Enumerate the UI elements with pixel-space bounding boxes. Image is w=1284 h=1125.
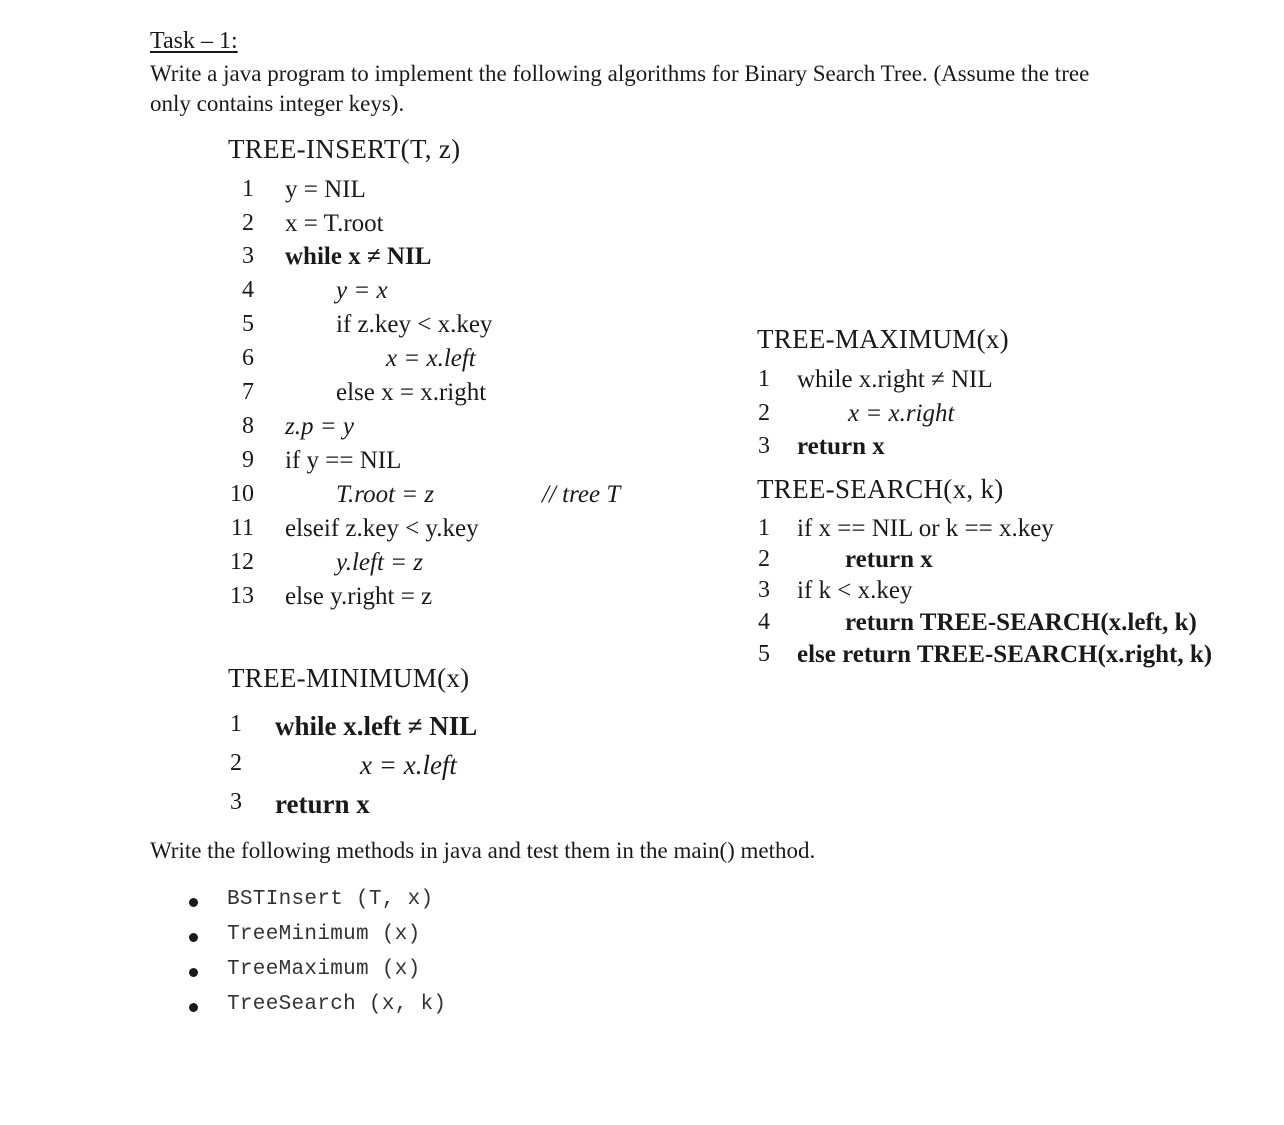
line-number: 4 bbox=[242, 277, 254, 303]
line-number: 1 bbox=[758, 366, 770, 392]
line-number: 7 bbox=[242, 379, 254, 405]
code-line: x = x.right bbox=[848, 400, 955, 427]
code-line: z.p = y bbox=[285, 413, 354, 440]
bullet-icon bbox=[189, 968, 198, 977]
code-line: return TREE-SEARCH(x.left, k) bbox=[845, 609, 1197, 636]
method-name: TreeMinimum (x) bbox=[227, 923, 421, 946]
code-line: if y == NIL bbox=[285, 447, 402, 474]
code-line: x = x.left bbox=[360, 750, 457, 780]
task-heading: Task – 1: bbox=[150, 28, 238, 54]
tree-comment: // tree T bbox=[542, 481, 621, 508]
code-line: while x ≠ NIL bbox=[285, 243, 432, 270]
code-line: while x.right ≠ NIL bbox=[797, 366, 993, 393]
code-line: elseif z.key < y.key bbox=[285, 515, 479, 542]
method-name: TreeMaximum (x) bbox=[227, 958, 421, 981]
code-line: x = T.root bbox=[285, 210, 384, 237]
line-number: 13 bbox=[230, 583, 254, 609]
line-number: 1 bbox=[242, 176, 254, 202]
line-number: 9 bbox=[242, 447, 254, 473]
line-number: 2 bbox=[242, 210, 254, 236]
bullet-icon bbox=[189, 1003, 198, 1012]
method-name: BSTInsert (T, x) bbox=[227, 888, 434, 911]
line-number: 3 bbox=[230, 789, 242, 815]
code-line: return x bbox=[275, 789, 370, 819]
instruction-text: Write the following methods in java and test them in the main() method. bbox=[150, 838, 816, 863]
line-number: 1 bbox=[758, 515, 770, 541]
code-line: T.root = z bbox=[336, 481, 435, 508]
line-number: 2 bbox=[758, 546, 770, 572]
code-line: return x bbox=[845, 546, 933, 573]
line-number: 6 bbox=[242, 345, 254, 371]
code-line: if k < x.key bbox=[797, 577, 913, 604]
tree-search-title: TREE-SEARCH(x, k) bbox=[757, 474, 1004, 504]
tree-minimum-title: TREE-MINIMUM(x) bbox=[228, 663, 470, 693]
line-number: 1 bbox=[230, 711, 242, 737]
line-number: 3 bbox=[758, 577, 770, 603]
line-number: 8 bbox=[242, 413, 254, 439]
tree-maximum-title: TREE-MAXIMUM(x) bbox=[757, 324, 1009, 354]
code-line: if x == NIL or k == x.key bbox=[797, 515, 1054, 542]
line-number: 2 bbox=[758, 400, 770, 426]
code-line: else return TREE-SEARCH(x.right, k) bbox=[797, 641, 1213, 668]
line-number: 4 bbox=[758, 609, 770, 635]
intro-line-2: only contains integer keys). bbox=[150, 91, 405, 116]
code-line: y.left = z bbox=[336, 549, 423, 576]
code-line: else x = x.right bbox=[336, 379, 487, 406]
code-line: if z.key < x.key bbox=[336, 311, 493, 338]
code-line: else y.right = z bbox=[285, 583, 433, 610]
code-line: while x.left ≠ NIL bbox=[275, 711, 478, 741]
line-number: 3 bbox=[758, 433, 770, 459]
code-line: y = x bbox=[336, 277, 388, 304]
code-line: x = x.left bbox=[386, 345, 476, 372]
code-line: return x bbox=[797, 433, 885, 460]
bullet-icon bbox=[189, 898, 198, 907]
method-name: TreeSearch (x, k) bbox=[227, 993, 447, 1016]
line-number: 10 bbox=[230, 481, 254, 507]
line-number: 5 bbox=[758, 641, 770, 667]
code-line: y = NIL bbox=[285, 176, 366, 203]
line-number: 3 bbox=[242, 243, 254, 269]
line-number: 11 bbox=[230, 515, 254, 541]
bullet-icon bbox=[189, 933, 198, 942]
intro-line-1: Write a java program to implement the following algorithms for Binary Search Tree. (Assume the tree bbox=[150, 61, 1090, 86]
line-number: 12 bbox=[230, 549, 254, 575]
line-number: 2 bbox=[230, 750, 242, 776]
line-number: 5 bbox=[242, 311, 254, 337]
tree-insert-title: TREE-INSERT(T, z) bbox=[228, 134, 461, 164]
